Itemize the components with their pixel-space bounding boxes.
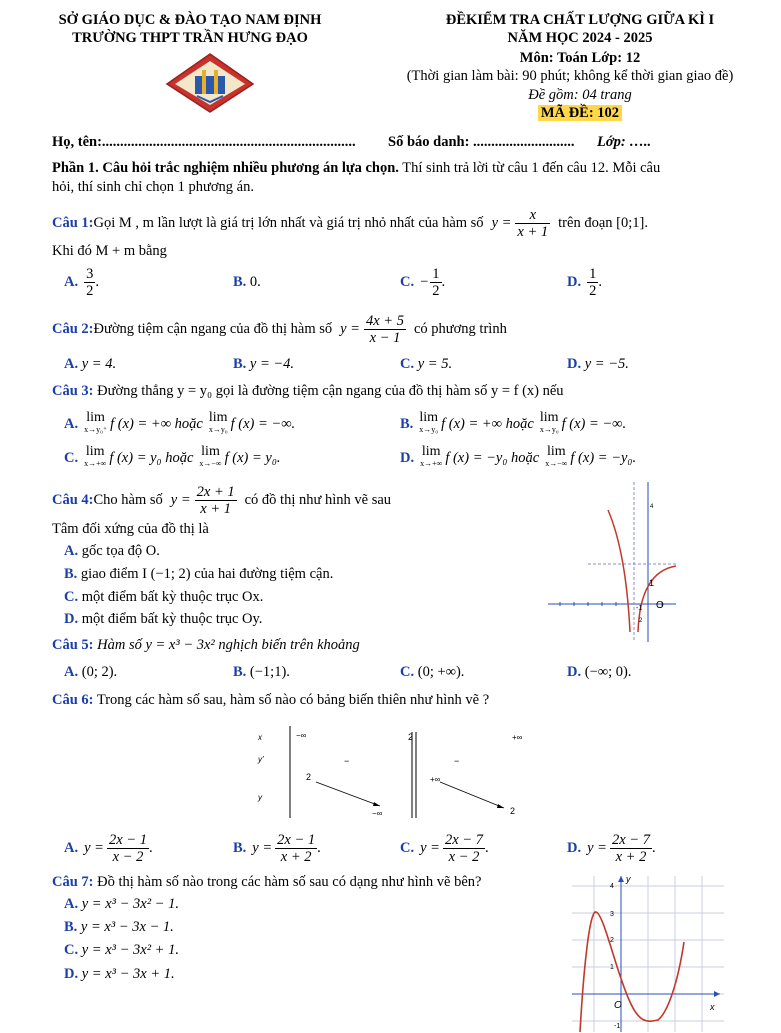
variation-table: [250, 722, 540, 822]
q7-option-c[interactable]: C. y = x³ − 3x² + 1.: [64, 942, 179, 958]
q1-text: Gọi M , m lần lượt là giá trị lớn nhất và giá trị nhỏ nhất của hàm số: [93, 214, 484, 231]
svg-text:2: 2: [408, 732, 414, 742]
svg-text:y: y: [626, 874, 631, 884]
q3-option-b[interactable]: B. lim x→y₀ f (x) = +∞ hoặc lim x→y₀ f (x) = −∞.: [400, 410, 627, 434]
q7-text: Đồ thị hàm số nào trong các hàm số sau có dạng như hình vẽ bên?: [93, 874, 482, 890]
q4-line2: Tâm đối xứng của đồ thị là: [52, 521, 209, 537]
q5-option-c[interactable]: C. (0; +∞).: [400, 664, 465, 680]
svg-text:+∞: +∞: [512, 733, 523, 742]
time-line: (Thời gian làm bài: 90 phút; không kể thời gian giao đề): [406, 68, 734, 84]
q2-tail: có phương trình: [413, 320, 507, 337]
svg-text:4: 4: [610, 883, 614, 890]
svg-text:y: y: [258, 793, 262, 802]
q1-tail: trên đoạn [0;1].: [558, 214, 648, 231]
q4-option-b[interactable]: B. giao điểm I (−1; 2) của hai đường tiệm cận.: [64, 566, 334, 582]
q4-fraction: $\frac{2x + 1}{x + 1}$: [196, 483, 235, 517]
q4-graph: [548, 482, 678, 642]
q2-option-b[interactable]: B. y = −4.: [233, 356, 295, 372]
q2-fraction: $\frac{4x + 5}{x - 1}$: [365, 312, 404, 346]
school-year: NĂM HỌC 2024 - 2025: [507, 30, 653, 46]
q5-option-a[interactable]: A. (0; 2).: [64, 664, 118, 680]
part1-desc2: hỏi, thí sinh chỉ chọn 1 phương án.: [52, 179, 254, 195]
part1-title: Phần 1. Câu hỏi trắc nghiệm nhiều phương án lựa chọn.: [52, 160, 399, 176]
q7-option-b[interactable]: B. y = x³ − 3x − 1.: [64, 919, 174, 935]
part1-line1: [52, 160, 660, 177]
q6-option-a[interactable]: A. y = $\frac{2x - 1}{x - 2}$ .: [64, 831, 153, 865]
q1-option-d[interactable]: D. $\frac{1}{2}$ .: [567, 265, 602, 299]
q7-label: Câu 7:: [52, 874, 94, 890]
dept-name: SỞ GIÁO DỤC & ĐÀO TẠO NAM ĐỊNH: [58, 12, 322, 28]
q4-tail: có đồ thị như hình vẽ sau: [244, 491, 392, 508]
q4-text: Cho hàm số: [93, 491, 163, 508]
svg-text:−∞: −∞: [372, 809, 383, 818]
svg-text:y': y': [258, 755, 264, 764]
name-field: Họ, tên:......................................................................: [52, 134, 356, 150]
q1-label: Câu 1:: [52, 214, 94, 231]
svg-text:x: x: [710, 1002, 715, 1012]
svg-text:−: −: [344, 756, 350, 766]
svg-text:1: 1: [610, 964, 614, 971]
q5-option-b[interactable]: B. (−1;1).: [233, 664, 290, 680]
q5-stem: [52, 637, 360, 654]
class-field: Lớp: …..: [597, 134, 652, 150]
q2-option-a[interactable]: A. y = 4.: [64, 356, 117, 372]
svg-text:−: −: [454, 756, 460, 766]
q2-option-d[interactable]: D. y = −5.: [567, 356, 629, 372]
q4-option-c[interactable]: C. một điểm bất kỳ thuộc trục Ox.: [64, 589, 264, 605]
q6-stem: [52, 692, 489, 709]
q6-text: Trong các hàm số sau, hàm số nào có bảng biến thiên như hình vẽ ?: [93, 692, 490, 708]
q6-option-d[interactable]: D. y = $\frac{2x - 7}{x + 2}$ .: [567, 831, 656, 865]
page-count: Đề gồm: 04 trang: [528, 87, 632, 103]
q2-option-c[interactable]: C. y = 5.: [400, 356, 453, 372]
q5-option-d[interactable]: D. (−∞; 0).: [567, 664, 632, 680]
sbd-field: Số báo danh: ............................: [388, 134, 575, 150]
svg-text:O: O: [656, 600, 664, 611]
svg-text:x: x: [258, 733, 262, 742]
q7-option-d[interactable]: D. y = x³ − 3x + 1.: [64, 966, 175, 982]
q1-option-b[interactable]: B. 0.: [233, 274, 261, 290]
svg-text:2: 2: [639, 618, 643, 624]
q7-graph: [560, 872, 728, 1032]
q6-option-c[interactable]: C. y = $\frac{2x - 7}{x - 2}$ .: [400, 831, 489, 865]
q4-label: Câu 4:: [52, 491, 94, 508]
q3-stem: [52, 383, 564, 400]
q2-stem: Câu 2: Đường tiệm cận ngang của đồ thị hàm số y = $\frac{4x + 5}{x - 1}$ có phương trình: [52, 312, 507, 346]
q3-text: Đường thẳng y = y₀ gọi là đường tiệm cận ngang của đồ thị hàm số y = f (x) nếu: [93, 383, 564, 399]
part1-desc1: Thí sinh trả lời từ câu 1 đến câu 12. Mỗi câu: [398, 160, 661, 176]
q2-label: Câu 2:: [52, 320, 94, 337]
svg-text:2: 2: [510, 806, 516, 816]
exam-code: MÃ ĐỀ: 102: [538, 105, 622, 121]
q3-option-a[interactable]: A. lim x→y₀⁺ f (x) = +∞ hoặc lim x→y₀ f (x) = −∞.: [64, 410, 296, 434]
svg-text:3: 3: [610, 911, 614, 918]
q1-option-c[interactable]: C. − $\frac{1}{2}$ .: [400, 265, 446, 299]
q1-stem: Câu 1: Gọi M , m lần lượt là giá trị lớn nhất và giá trị nhỏ nhất của hàm số y = $\frac{x}{x + 1}$ trên đoạn [0;1].: [52, 206, 648, 240]
q6-option-b[interactable]: B. y = $\frac{2x - 1}{x + 2}$ .: [233, 831, 321, 865]
svg-text:2: 2: [610, 937, 614, 944]
q1-option-a[interactable]: A. $\frac{3}{2}$ .: [64, 265, 99, 299]
subject-line: Môn: Toán Lớp: 12: [519, 50, 641, 66]
svg-text:−∞: −∞: [296, 731, 307, 740]
svg-text:1: 1: [649, 578, 655, 588]
q4-stem: Câu 4: Cho hàm số y = $\frac{2x + 1}{x + 1}$ có đồ thị như hình vẽ sau: [52, 483, 392, 517]
school-name: TRƯỜNG THPT TRẦN HƯNG ĐẠO: [72, 30, 308, 46]
q1-line2: Khi đó M + m bằng: [52, 243, 167, 259]
school-logo: [165, 52, 255, 114]
q4-option-a[interactable]: A. gốc tọa độ O.: [64, 543, 160, 559]
q5-label: Câu 5:: [52, 637, 94, 653]
q2-text: Đường tiệm cận ngang của đồ thị hàm số: [93, 320, 333, 337]
svg-text:2: 2: [306, 772, 312, 782]
svg-text:-1: -1: [614, 1023, 621, 1030]
svg-text:+∞: +∞: [430, 775, 441, 784]
q3-label: Câu 3:: [52, 383, 94, 399]
q3-option-c[interactable]: C. lim x→+∞ f (x) = y₀ hoặc lim x→−∞ f (x) = y₀.: [64, 444, 281, 468]
q4-option-d[interactable]: D. một điểm bất kỳ thuộc trục Oy.: [64, 611, 263, 627]
svg-text:4: 4: [650, 504, 654, 510]
q3-option-d[interactable]: D. lim x→+∞ f (x) = −y₀ hoặc lim x→−∞ f (x) = −y₀.: [400, 444, 637, 468]
q7-option-a[interactable]: A. y = x³ − 3x² − 1.: [64, 896, 179, 912]
svg-text:-1: -1: [636, 605, 643, 612]
q1-fraction: $\frac{x}{x + 1}$: [517, 206, 549, 240]
exam-title: ĐỀKIỂM TRA CHẤT LƯỢNG GIỮA KÌ I: [445, 12, 715, 28]
q5-text: Hàm số y = x³ − 3x² nghịch biến trên khoảng: [93, 637, 360, 653]
q6-label: Câu 6:: [52, 692, 94, 708]
q7-stem: [52, 874, 482, 891]
svg-text:O: O: [614, 1000, 622, 1011]
